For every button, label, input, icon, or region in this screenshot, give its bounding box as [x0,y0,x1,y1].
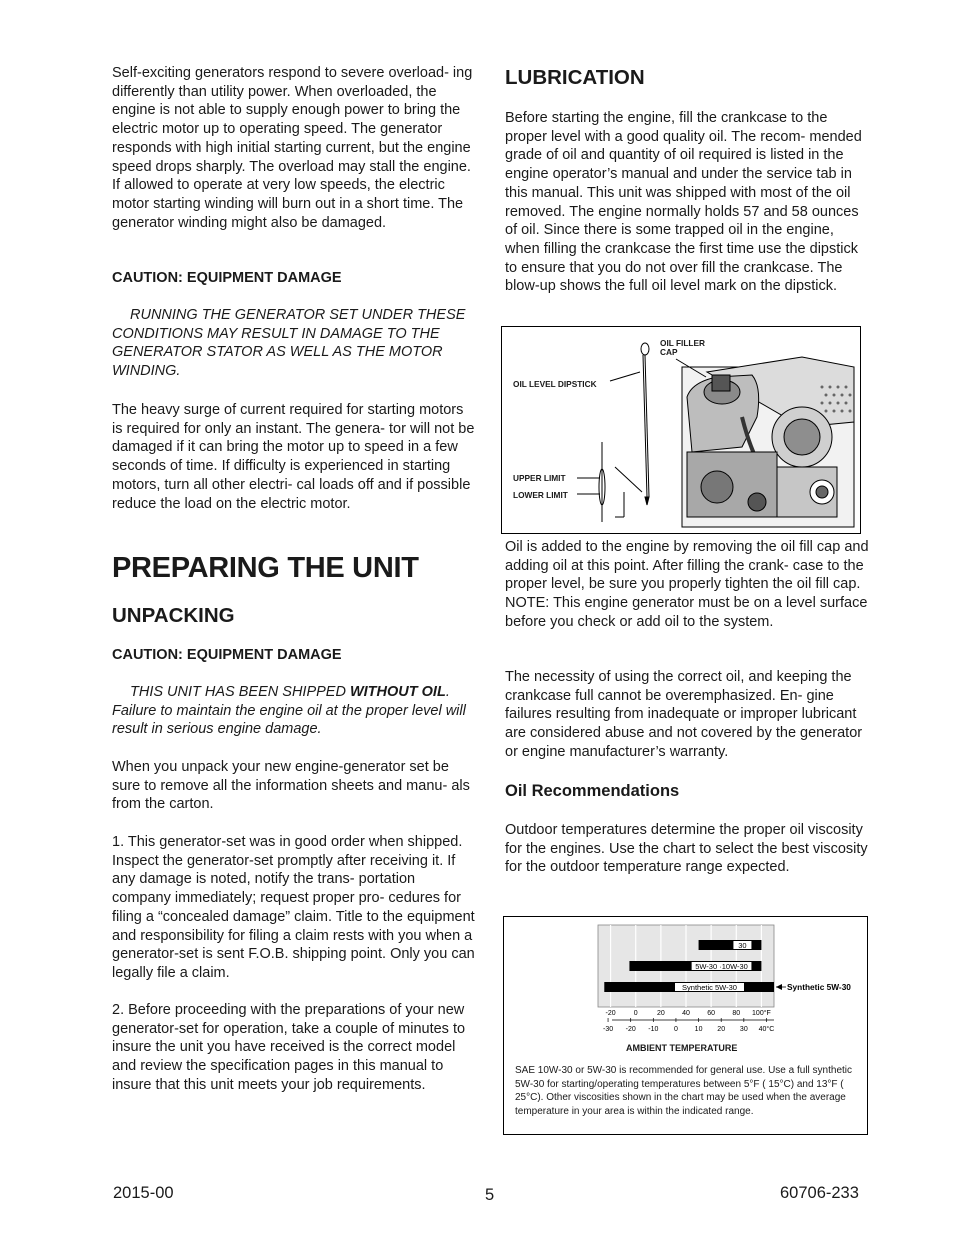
chart-tick-label-c: 30 [739,1026,748,1033]
chart-tick-label-f: 0 [633,1010,638,1017]
footer-page-number: 5 [485,1186,495,1204]
chart-tick-label-c: -30 [602,1026,614,1033]
lower-limit-label: LOWER LIMIT [513,490,568,500]
chart-tick-label-f: 40 [682,1010,690,1017]
viscosity-chart-box [503,916,868,1135]
chart-tick-label-f: 60 [707,1010,716,1017]
chart-xlabel: AMBIENT TEMPERATURE [626,1043,738,1053]
chart-callout-arrow [776,984,782,990]
chart-note: SAE 10W-30 or 5W-30 is recommended for general use. Use a full synthetic 5W-30 for starting/operating temperatures between 5°F ( 15°C) and 13°F ( 25°C). Other viscosities shown in the chart may be used when the average temperature in your area is within the indicated range. [515,1065,853,1117]
chart-bar-label: Synthetic 5W-30 [682,983,737,992]
lubrication-paragraph: Before starting the engine, fill the crankcase to the proper level with a good quality oil. The recom- mended grade of oil and quantity of oil required is listed in the engine operator’s manual and under the service tab in this manual. This unit was shipped with most of the oil removed. The engine normally holds 57 and 58 ounces of oil. Since there is some trapped oil in the engine, when filling the crankcase the first time use the dipstick to ensure that you do not over fill the crankcase. The blow-up shows the full oil level mark on the dipstick. [505,110,862,295]
chart-tick-label-c: -10 [648,1026,659,1033]
step-2-paragraph: 2. Before proceeding with the preparations of your new generator-set for operation, take a couple of minutes to insure the unit you have received is the correct model and review the specification pages in this manual to insure that this unit meets your job requirements. [112,1002,466,1093]
oil-necessity-paragraph: The necessity of using the correct oil, and keeping the crankcase full cannot be overemphasized. En- gine failures resulting from inadequate or improper lubricant are considered abuse and not covered by the generator or engine manufacturer’s warranty. [505,669,863,760]
upper-limit-label: UPPER LIMIT [513,473,566,483]
chart-tick-label-f: 100°F [752,1010,771,1017]
chart-bar-label: 30 [738,941,747,950]
starting-motors-paragraph: The heavy surge of current required for starting motors is required for only an instant. The genera- tor will not be damaged if it can bring the motor up to speed in a few seconds of time. If difficulty is experienced in starting motors, turn all other electri- cal loads off and if possible reduce the load on the electric motor. [112,402,475,512]
chart-tick-label-c: 20 [717,1026,726,1033]
unpack-paragraph: When you unpack your new engine-generator set be sure to remove all the information sheets and manu- als from the carton. [112,759,470,813]
engine-illustration [502,327,860,533]
without-oil-emphasis: WITHOUT OIL [349,684,446,700]
chart-callout-label: Synthetic 5W-30 [787,982,851,992]
lubrication-heading: LUBRICATION [505,66,645,89]
chart-tick-label-f: -20 [605,1010,616,1017]
step-1-paragraph: 1. This generator-set was in good order when shipped. Inspect the generator-set promptly after receiving it. If any damage is noted, notify the trans- portation company immediately; request proper pro- cedures for filing a “concealed damage” claim. Title to the equipment and responsibility for filing a claim rests with you when a generator-set is sent F.O.B. shipping point. Only you can legally file a claim. [112,834,475,981]
chart-tick-label-f: 80 [732,1010,741,1017]
caution-heading-1: CAUTION: EQUIPMENT DAMAGE [112,270,342,286]
chart-tick-label-c: 40°C [758,1026,775,1033]
footer-doc-number: 60706-233 [780,1184,859,1202]
oil-filler-cap-label: OIL FILLER CAP [660,338,706,357]
overload-paragraph: Self-exciting generators respond to severe overload- ing differently than utility power. When overloaded, the engine is not able to supply enough power to bring the electric motor up to operating speed. The generator responds with high initial starting current, but the engine speed drops sharply. The overload may stall the engine. If allowed to operate at very low speeds, the electric motor starting winding will burn out in a short time. The generator winding might also be damaged. [112,65,473,231]
caution-text-2: THIS UNIT HAS BEEN SHIPPED WITHOUT OIL. Failure to maintain the engine oil at the proper level will result in serious engine damage. [112,684,466,738]
chart-bar [699,940,762,950]
oil-recommendations-paragraph: Outdoor temperatures determine the proper oil viscosity for the engines. Use the chart to select the best viscosity for the outdoor temperature range expected. [505,822,868,876]
chart-tick-label-c: 0 [673,1026,678,1033]
chart-tick-label-c: -20 [625,1026,636,1033]
section-title: PREPARING THE UNIT [112,552,419,584]
oil-recommendations-heading: Oil Recommendations [505,782,680,800]
footer-date: 2015-00 [113,1184,174,1202]
chart-tick-label-f: 20 [656,1010,665,1017]
caution-text-1: RUNNING THE GENERATOR SET UNDER THESE CONDITIONS MAY RESULT IN DAMAGE TO THE GENERATOR STATOR AS WELL AS THE MOTOR WINDING. [112,307,466,380]
oil-fill-paragraph: Oil is added to the engine by removing the oil fill cap and adding oil at this point. After filling the crank- case to the proper level, be sure you properly tighten the oil fill cap. NOTE: This engine generator must be on a level surface before you check or add oil to the system. [505,539,869,630]
dipstick-handle [641,343,649,355]
oil-level-dipstick-label: OIL LEVEL DIPSTICK [513,379,597,389]
chart-bar-label: 5W-30 ·10W-30 [695,962,748,971]
engine-figure [501,326,861,534]
caution-heading-2: CAUTION: EQUIPMENT DAMAGE [112,647,342,663]
unpacking-heading: UNPACKING [112,604,235,627]
chart-tick-label-c: 10 [694,1026,703,1033]
